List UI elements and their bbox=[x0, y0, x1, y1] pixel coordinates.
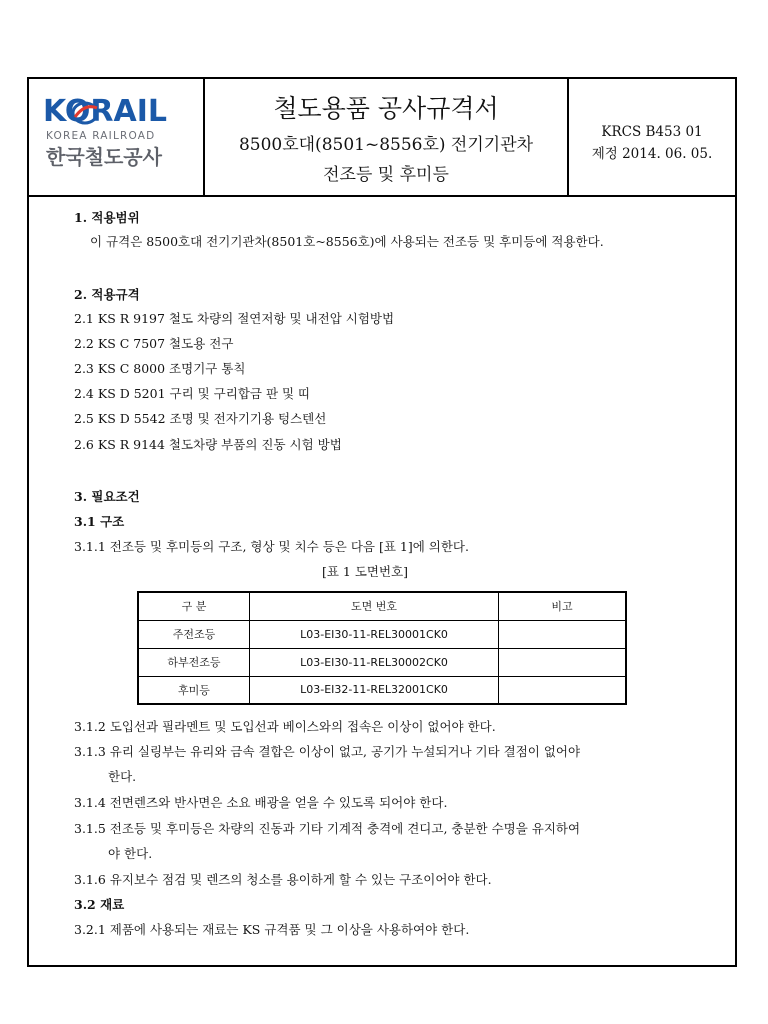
document-title: 철도용품 공사규격서 bbox=[273, 94, 499, 123]
table-header-cell: 구 분 bbox=[138, 592, 249, 620]
table-cell: 주전조등 bbox=[138, 620, 249, 648]
table-cell bbox=[499, 620, 626, 648]
standard-item: 2.6 KS R 9144 철도차량 부품의 진동 시험 방법 bbox=[74, 437, 342, 452]
clause-3-1-5-continued: 야 한다. bbox=[108, 846, 153, 861]
spec-code-block bbox=[569, 121, 735, 165]
section-3-title: 3. 필요조건 bbox=[74, 489, 140, 504]
logo-subtitle: KOREA RAILROAD bbox=[46, 130, 156, 142]
clause-3-1-4: 3.1.4 전면렌즈와 반사면은 소요 배광을 얻을 수 있도록 되어야 한다. bbox=[74, 795, 448, 810]
table-cell bbox=[499, 648, 626, 676]
table-cell: 후미등 bbox=[138, 676, 249, 704]
document-subtitle-vehicle: 8500호대(8501~8556호) 전기기관차 bbox=[238, 135, 534, 155]
standard-item: 2.2 KS C 7507 철도용 전구 bbox=[74, 336, 234, 351]
section-1-title: 1. 적용범위 bbox=[74, 210, 140, 225]
korail-logo bbox=[43, 95, 193, 183]
logo-brand: KORAIL bbox=[43, 94, 167, 129]
spec-code: KRCS B453 01 bbox=[601, 124, 703, 140]
standard-item: 2.5 KS D 5542 조명 및 전자기기용 텅스텐선 bbox=[74, 411, 327, 426]
drawing-number-table bbox=[137, 591, 627, 705]
document-subtitle-item: 전조등 및 후미등 bbox=[323, 165, 449, 185]
logo-korean-name: 한국철도공사 bbox=[46, 145, 162, 169]
table-row bbox=[138, 676, 626, 704]
spec-date: 제정 2014. 06. 05. bbox=[591, 146, 713, 162]
section-1-text: 이 규격은 8500호대 전기기관차(8501호~8556호)에 사용되는 전조등 및 후미등에 적용한다. bbox=[90, 234, 604, 249]
section-2-title: 2. 적용규격 bbox=[74, 287, 140, 302]
document-header bbox=[29, 79, 735, 197]
table-row bbox=[138, 648, 626, 676]
table-cell: L03-EI30-11-REL30001CK0 bbox=[249, 620, 498, 648]
table-row bbox=[138, 620, 626, 648]
clause-3-1-3: 3.1.3 유리 실링부는 유리와 금속 결합은 이상이 없고, 공기가 누설되거나 기타 결점이 없어야 bbox=[74, 744, 581, 759]
section-3-1-title: 3.1 구조 bbox=[74, 514, 125, 529]
section-3-2-title: 3.2 재료 bbox=[74, 897, 125, 912]
code-cell bbox=[569, 79, 735, 195]
standard-item: 2.4 KS D 5201 구리 및 구리합금 판 및 띠 bbox=[74, 386, 311, 401]
table-caption: [표 1 도면번호] bbox=[322, 564, 409, 579]
clause-3-2-1: 3.2.1 제품에 사용되는 재료는 KS 규격품 및 그 이상을 사용하여야 한다. bbox=[74, 922, 470, 937]
clause-3-1-3-continued: 한다. bbox=[108, 769, 137, 784]
table-cell: 하부전조등 bbox=[138, 648, 249, 676]
table-header-row bbox=[138, 592, 626, 620]
logo-swoosh-icon bbox=[70, 99, 100, 125]
title-cell bbox=[205, 79, 569, 195]
table-header-cell: 도면 번호 bbox=[249, 592, 498, 620]
standard-item: 2.3 KS C 8000 조명기구 통칙 bbox=[74, 361, 246, 376]
clause-3-1-2: 3.1.2 도입선과 필라멘트 및 도입선과 베이스와의 접속은 이상이 없어야 한다. bbox=[74, 719, 496, 734]
table-cell: L03-EI30-11-REL30002CK0 bbox=[249, 648, 498, 676]
clause-3-1-1: 3.1.1 전조등 및 후미등의 구조, 형상 및 치수 등은 다음 [표 1]에 의한다. bbox=[74, 539, 469, 554]
logo-cell bbox=[29, 79, 205, 195]
table-cell: L03-EI32-11-REL32001CK0 bbox=[249, 676, 498, 704]
clause-3-1-5: 3.1.5 전조등 및 후미등은 차량의 진동과 기타 기계적 충격에 견디고, 충분한 수명을 유지하여 bbox=[74, 821, 581, 836]
clause-3-1-6: 3.1.6 유지보수 점검 및 렌즈의 청소를 용이하게 할 수 있는 구조이어야 한다. bbox=[74, 872, 492, 887]
table-header-cell: 비고 bbox=[499, 592, 626, 620]
table-cell bbox=[499, 676, 626, 704]
standard-item: 2.1 KS R 9197 철도 차량의 절연저항 및 내전압 시험방법 bbox=[74, 311, 395, 326]
